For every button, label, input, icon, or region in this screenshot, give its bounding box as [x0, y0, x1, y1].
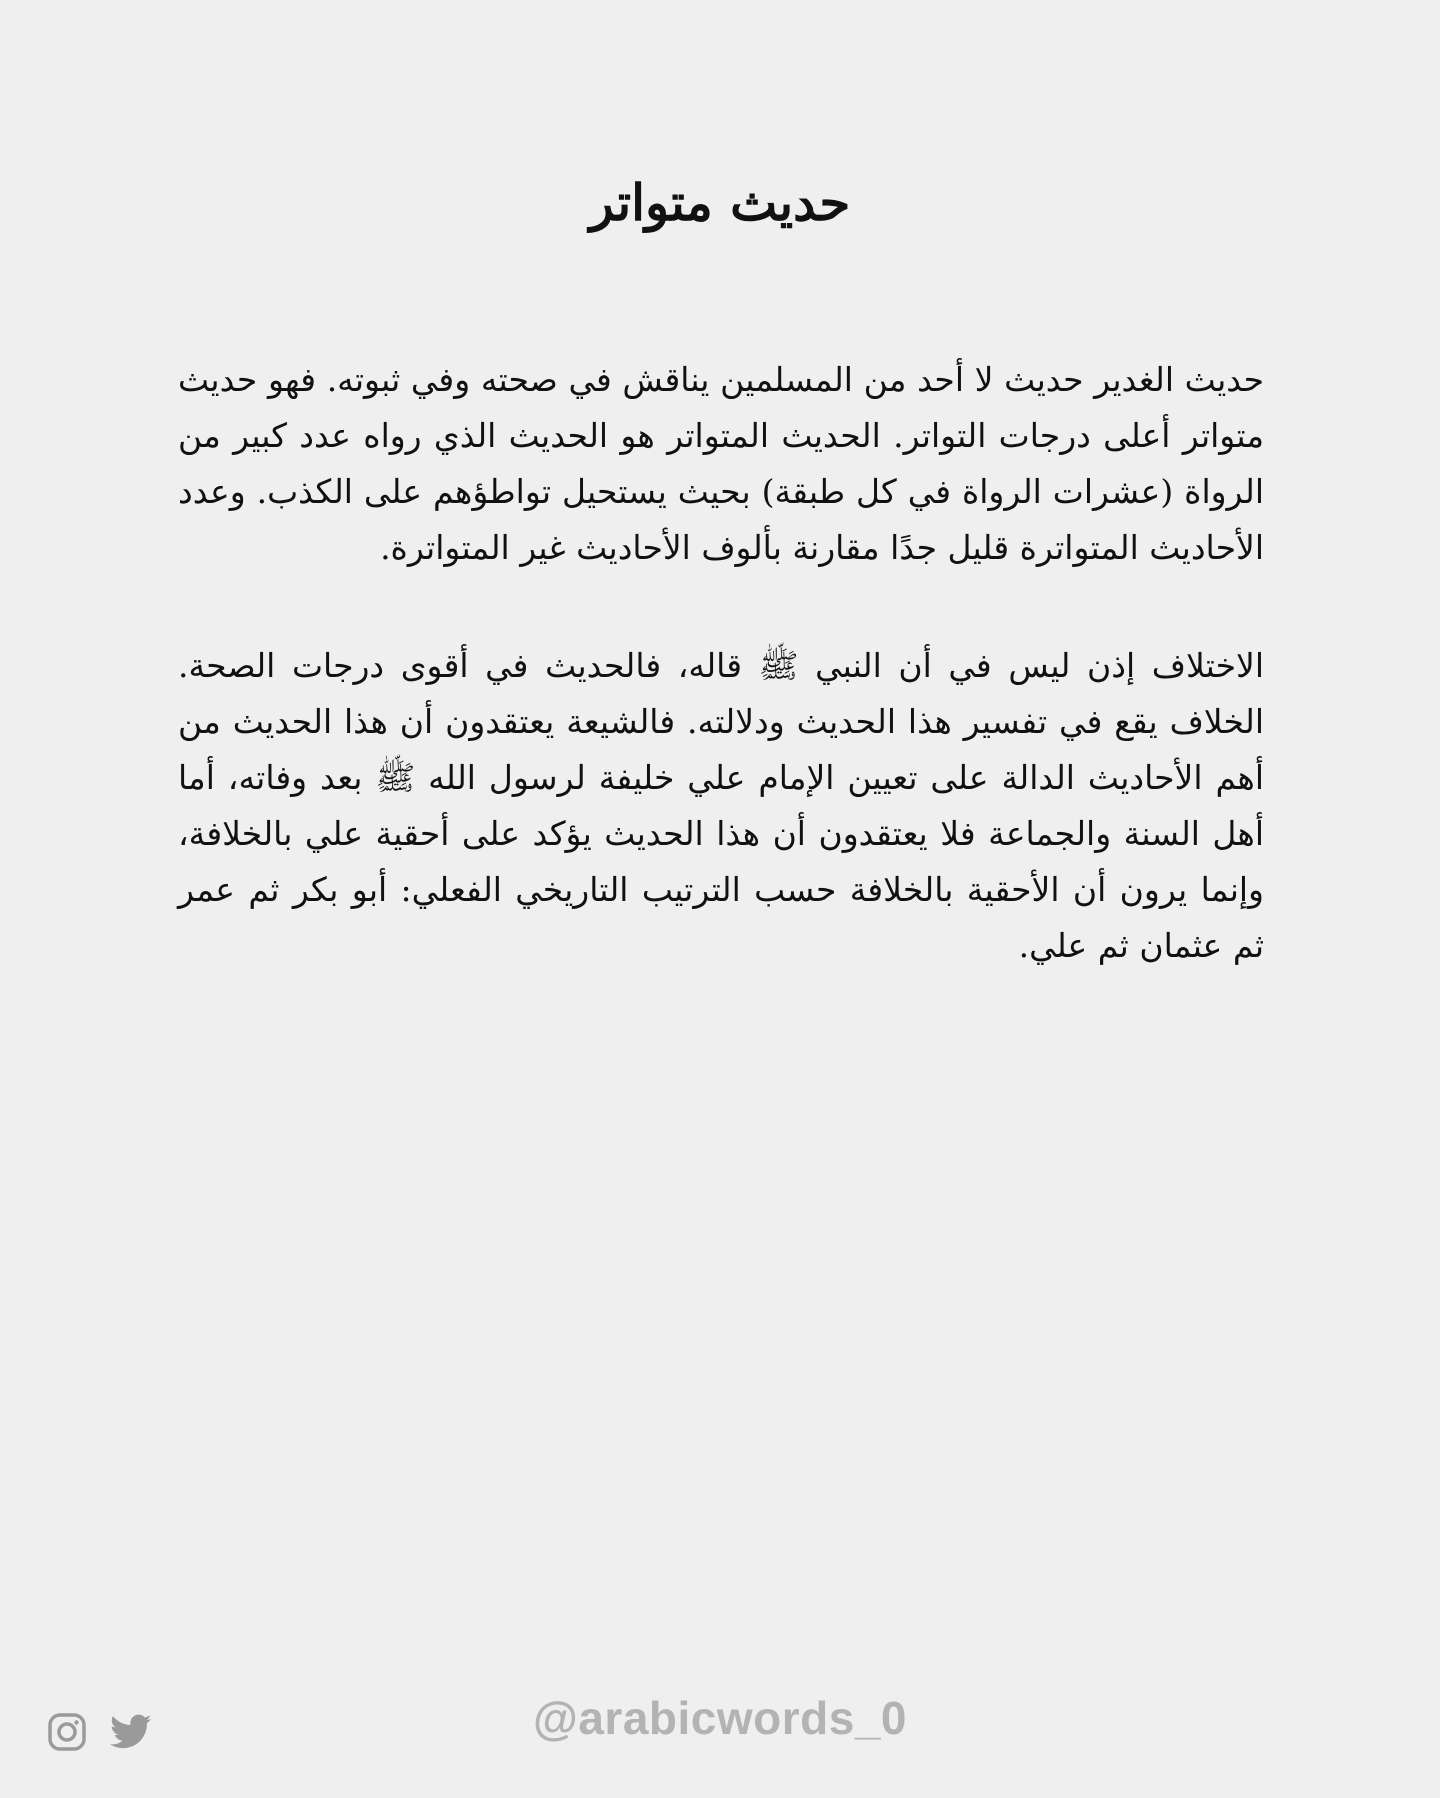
- page-title: حديث متواتر: [589, 173, 851, 232]
- twitter-icon[interactable]: [110, 1711, 152, 1753]
- account-handle[interactable]: @arabicwords_0: [532, 1692, 907, 1744]
- social-links: [46, 1710, 152, 1754]
- paragraph-1: حديث الغدير حديث لا أحد من المسلمين يناقش في صحته وفي ثبوته. فهو حديث متواتر أعلى درجات التواتر. الحديث المتواتر هو الحديث الذي رواه عدد كبير من الرواة (عشرات الرواة في كل طبقة) بحيث يستحيل تواطؤهم على الكذب. وعدد الأحاديث المتواترة قليل جدًا مقارنة بألوف الأحاديث غير المتواترة.: [178, 360, 1264, 567]
- paragraph-2: الاختلاف إذن ليس في أن النبي ﷺ قاله، فالحديث في أقوى درجات الصحة. الخلاف يقع في تفسير هذا الحديث ودلالته. فالشيعة يعتقدون أن هذا الحديث من أهم الأحاديث الدالة على تعيين الإمام علي خليفة لرسول الله ﷺ بعد وفاته، أما أهل السنة والجماعة فلا يعتقدون أن هذا الحديث يؤكد على أحقية علي بالخلافة، وإنما يرون أن الأحقية بالخلافة حسب الترتيب التاريخي الفعلي: أبو بكر ثم عمر ثم عثمان ثم علي.: [178, 646, 1264, 965]
- article-body: [178, 352, 1264, 1036]
- footer: [0, 1688, 1440, 1768]
- instagram-icon[interactable]: [46, 1711, 88, 1753]
